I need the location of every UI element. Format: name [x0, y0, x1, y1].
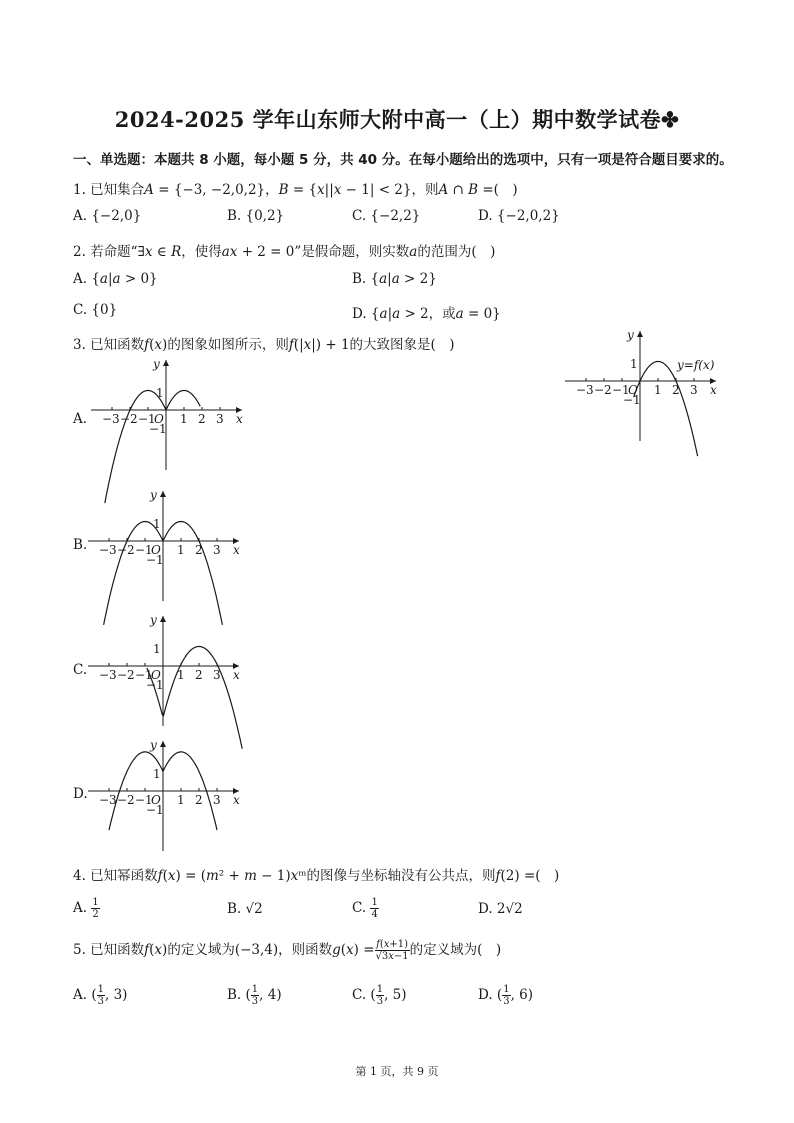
x-tick-label: 2: [195, 543, 203, 557]
x-tick-label: −2: [594, 383, 612, 397]
q3-option-b[interactable]: B.: [73, 537, 88, 553]
origin-label: O: [151, 668, 161, 682]
x-tick-label: 1: [177, 793, 185, 807]
q5-option-b-tail: , 4): [259, 987, 282, 1003]
x-tick-label: 3: [216, 412, 224, 426]
denominator: 2: [92, 909, 99, 920]
origin-label: O: [151, 793, 161, 807]
q4-option-a-label: A.: [73, 900, 92, 916]
x-tick-label: 3: [690, 383, 698, 397]
x-tick-label: −1: [135, 543, 153, 557]
x-tick-label: −2: [117, 793, 135, 807]
numerator: 1: [97, 984, 104, 995]
q5-option-b-fraction: [251, 984, 259, 1007]
y-tick-label-1: 1: [156, 386, 164, 400]
x-tick-label: −3: [99, 668, 117, 682]
x-tick-label: 2: [672, 383, 680, 397]
numerator: 1: [503, 984, 510, 995]
origin-label: O: [151, 543, 161, 557]
q4-option-a-fraction: [91, 897, 99, 920]
q5-option-a-label: A. (: [73, 987, 97, 1003]
q2-option-d[interactable]: D. {𝑎|𝑎 > 2，或𝑎 = 0}: [352, 306, 501, 322]
q5-option-c[interactable]: [352, 984, 407, 1007]
numerator: 1: [251, 984, 259, 995]
page-footer: 第 1 页，共 9 页: [355, 1065, 439, 1078]
numerator: 1: [371, 897, 378, 908]
x-axis-label: x: [710, 383, 717, 397]
q3-option-d[interactable]: D.: [73, 786, 88, 802]
q1-option-a[interactable]: A. {−2,0}: [73, 208, 142, 224]
x-tick-label: −1: [135, 793, 153, 807]
q4-option-b[interactable]: B. √2: [227, 901, 263, 917]
y-tick-label-neg1: −1: [146, 553, 164, 567]
x-tick-label: −2: [117, 543, 135, 557]
q4-option-c-fraction: [370, 897, 378, 920]
y-axis-label: y: [153, 357, 160, 371]
x-tick-label: 3: [213, 668, 221, 682]
curve-label: y=f(x): [677, 358, 715, 372]
x-tick-label: −1: [135, 668, 153, 682]
x-tick-label: −3: [576, 383, 594, 397]
x-tick-label: −2: [120, 412, 138, 426]
q5-option-a-fraction: [97, 984, 105, 1007]
y-axis-label: y: [150, 738, 157, 752]
q5-option-d-fraction: [502, 984, 510, 1007]
q1-option-c[interactable]: C. {−2,2}: [352, 208, 421, 224]
denominator: √3𝑥−1: [375, 951, 409, 962]
y-tick-label-neg1: −1: [146, 803, 164, 817]
x-axis-label: x: [233, 793, 240, 807]
x-tick-label: −3: [99, 793, 117, 807]
q5-stem-pre: 5. 已知函数𝑓(𝑥)的定义域为(−3,4)，则函数𝑔(𝑥) =: [73, 942, 375, 958]
y-tick-label-neg1: −1: [149, 422, 167, 436]
x-axis-label: x: [233, 543, 240, 557]
q4-option-c[interactable]: [352, 897, 379, 920]
y-axis-label: y: [150, 613, 157, 627]
y-axis-arrow: [160, 741, 166, 747]
q4-option-a[interactable]: [73, 897, 100, 920]
q5-option-d-label: D. (: [478, 987, 503, 1003]
origin-label: O: [154, 412, 164, 426]
q3-option-a[interactable]: A.: [73, 411, 88, 427]
q2-option-a[interactable]: A. {𝑎|𝑎 > 0}: [73, 271, 158, 287]
q5-option-c-fraction: [376, 984, 384, 1007]
y-tick-label-1: 1: [153, 517, 161, 531]
denominator: 3: [97, 996, 104, 1007]
x-tick-label: −1: [612, 383, 630, 397]
question-5-stem: [73, 938, 501, 962]
x-tick-label: −3: [102, 412, 120, 426]
y-tick-label-neg1: −1: [623, 393, 641, 407]
y-axis-label: y: [627, 328, 634, 342]
question-4-stem: 4. 已知幂函数𝑓(𝑥) = (𝑚² + 𝑚 − 1)𝑥ᵐ的图像与坐标轴没有公共点，则𝑓(2) =( ): [73, 868, 560, 884]
denominator: 3: [376, 996, 384, 1007]
q5-option-a[interactable]: [73, 984, 127, 1007]
numerator: 1: [376, 984, 384, 995]
x-tick-label: 1: [180, 412, 188, 426]
x-axis-label: x: [233, 668, 240, 682]
x-tick-label: 1: [177, 668, 185, 682]
q5-option-b-label: B. (: [227, 987, 251, 1003]
x-tick-label: 3: [213, 793, 221, 807]
y-axis-label: y: [150, 488, 157, 502]
denominator: 3: [251, 996, 259, 1007]
question-2-stem: 2. 若命题“∃𝑥 ∈ 𝑅，使得𝑎𝑥 + 2 = 0”是假命题，则实数𝑎的范围为( ): [73, 244, 496, 260]
q2-option-b[interactable]: B. {𝑎|𝑎 > 2}: [352, 271, 437, 287]
q5-option-c-tail: , 5): [384, 987, 407, 1003]
q3-option-c[interactable]: C.: [73, 662, 88, 678]
x-tick-label: 3: [213, 543, 221, 557]
q4-option-c-label: C.: [352, 900, 371, 916]
numerator: 𝑓(𝑥+1): [376, 939, 409, 950]
x-tick-label: 2: [195, 668, 203, 682]
q2-option-c[interactable]: C. {0}: [73, 302, 118, 318]
y-tick-label-1: 1: [153, 642, 161, 656]
section-heading: 一、单选题：本题共 8 小题，每小题 5 分，共 40 分。在每小题给出的选项中，只有一项是符合题目要求的。: [73, 152, 733, 168]
q5-option-d[interactable]: [478, 984, 533, 1007]
x-tick-label: −1: [138, 412, 156, 426]
origin-label: O: [628, 383, 638, 397]
x-tick-label: 2: [195, 793, 203, 807]
x-tick-label: −3: [99, 543, 117, 557]
page-title: 2024-2025 学年山东师大附中高一（上）期中数学试卷✤: [114, 107, 680, 132]
q1-option-b[interactable]: B. {0,2}: [227, 208, 285, 224]
x-tick-label: −2: [117, 668, 135, 682]
q5-option-d-tail: , 6): [510, 987, 534, 1003]
q5-option-c-label: C. (: [352, 987, 376, 1003]
q5-option-b[interactable]: [227, 984, 282, 1007]
question-3-stem: 3. 已知函数𝑓(𝑥)的图象如图所示，则𝑓(|𝑥|) + 1的大致图象是( ): [73, 337, 455, 353]
q5-stem-post: 的定义域为( ): [409, 942, 502, 958]
x-axis-label: x: [236, 412, 243, 426]
denominator: 3: [503, 996, 510, 1007]
y-tick-label-neg1: −1: [146, 678, 164, 692]
q4-option-d[interactable]: D. 2√2: [478, 901, 523, 917]
numerator: 1: [92, 897, 99, 908]
x-tick-label: 1: [177, 543, 185, 557]
question-1-stem: 1. 已知集合𝐴 = {−3, −2,0,2}，𝐵 = {𝑥||𝑥 − 1| < 2}，则𝐴 ∩ 𝐵 =( ): [73, 182, 518, 198]
x-tick-label: 2: [198, 412, 206, 426]
denominator: 4: [371, 909, 378, 920]
y-tick-label-1: 1: [153, 767, 161, 781]
q5-option-a-tail: , 3): [104, 987, 128, 1003]
q5-stem-fraction: [375, 939, 410, 962]
x-tick-label: 1: [654, 383, 662, 397]
y-tick-label-1: 1: [630, 357, 638, 371]
q1-option-d[interactable]: D. {−2,0,2}: [478, 208, 560, 224]
